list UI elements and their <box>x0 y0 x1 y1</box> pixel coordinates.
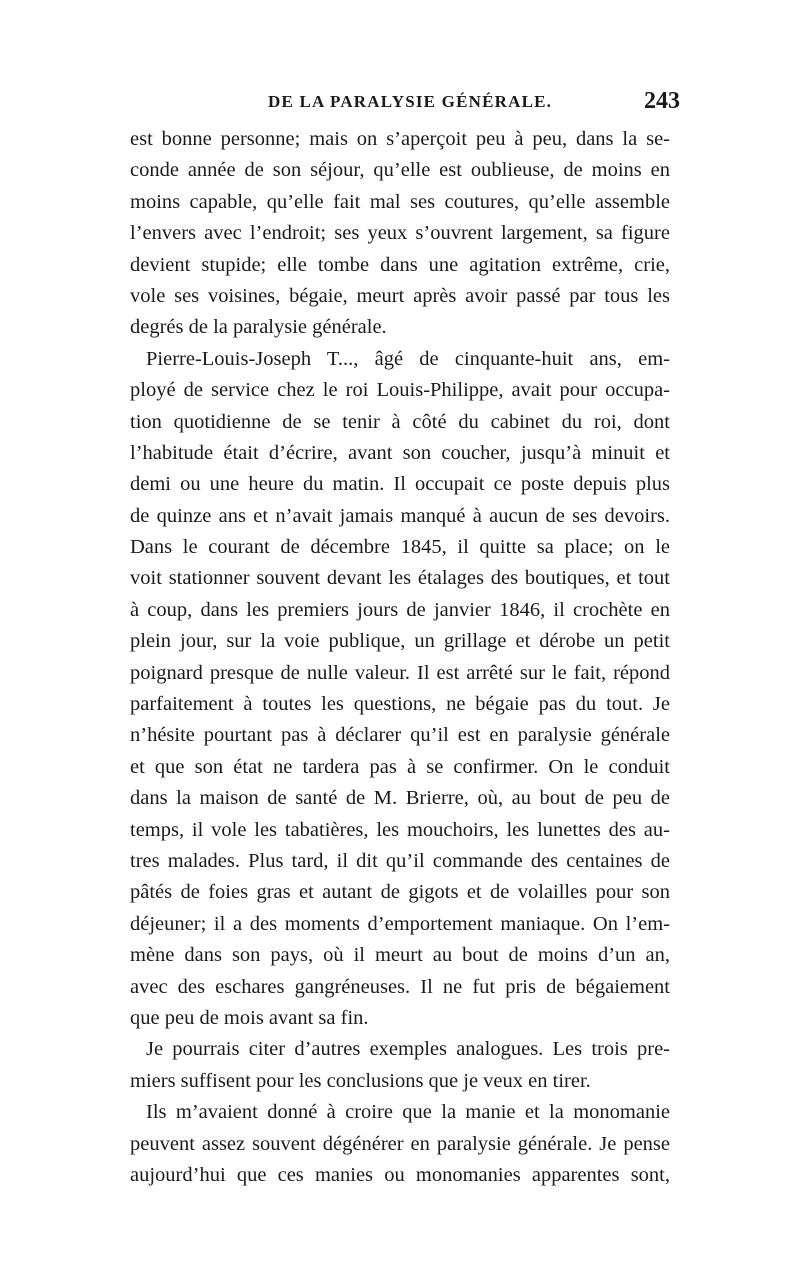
text-line: Ils m’avaient donné à croire que la manie et la monomanie <box>146 1101 670 1124</box>
text-line: Dans le courant de décembre 1845, il quitte sa place; on le <box>130 536 670 559</box>
text-line: poignard presque de nulle valeur. Il est arrêté sur le fait, répond <box>130 661 670 684</box>
text-line: l’envers avec l’endroit; ses yeux s’ouvrent largement, sa figure <box>130 222 670 245</box>
text-line: que peu de mois avant sa fin. <box>130 1006 369 1029</box>
text-line: aujourd’hui que ces manies ou monomanies apparentes sont, <box>130 1163 670 1186</box>
text-line: à coup, dans les premiers jours de janvier 1846, il crochète en <box>130 598 670 621</box>
text-line: de quinze ans et n’avait jamais manqué à aucun de ses devoirs. <box>130 504 670 527</box>
text-line: et que son état ne tardera pas à se confirmer. On le conduit <box>130 755 670 778</box>
text-line: parfaitement à toutes les questions, ne bégaie pas du tout. Je <box>130 693 670 716</box>
text-line: demi ou une heure du matin. Il occupait ce poste depuis plus <box>130 473 670 496</box>
text-line: l’habitude était d’écrire, avant son coucher, jusqu’à minuit et <box>130 441 670 464</box>
text-line: devient stupide; elle tombe dans une agitation extrême, crie, <box>130 253 670 276</box>
running-title: DE LA PARALYSIE GÉNÉRALE. <box>268 92 553 111</box>
text-line: est bonne personne; mais on s’aperçoit peu à peu, dans la se- <box>130 128 670 150</box>
text-line: déjeuner; il a des moments d’emportement maniaque. On l’em- <box>130 912 670 935</box>
text-line: dans la maison de santé de M. Brierre, où, au bout de peu de <box>130 787 670 810</box>
text-line: n’hésite pourtant pas à déclarer qu’il est en paralysie générale <box>130 724 670 747</box>
text-line: vole ses voisines, bégaie, meurt après avoir passé par tous les <box>130 284 670 307</box>
text-line: Pierre-Louis-Joseph T..., âgé de cinquante-huit ans, em- <box>146 347 670 370</box>
text-line: tres malades. Plus tard, il dit qu’il commande des centaines de <box>130 849 670 872</box>
text-line: conde année de son séjour, qu’elle est oublieuse, de moins en <box>130 159 670 182</box>
text-line: pâtés de foies gras et autant de gigots et de volailles pour son <box>130 881 670 904</box>
text-line: temps, il vole les tabatières, les mouchoirs, les lunettes des au- <box>130 818 670 841</box>
text-line: voit stationner souvent devant les étalages des boutiques, et tout <box>130 567 670 590</box>
text-line: Je pourrais citer d’autres exemples analogues. Les trois pre- <box>146 1038 670 1061</box>
text-line: tion quotidienne de se tenir à côté du cabinet du roi, dont <box>130 410 670 433</box>
text-line: avec des eschares gangréneuses. Il ne fut pris de bégaiement <box>130 975 670 998</box>
text-line: miers suffisent pour les conclusions que je veux en tirer. <box>130 1069 591 1092</box>
text-line: plein jour, sur la voie publique, un grillage et dérobe un petit <box>130 630 670 653</box>
page-number: 243 <box>644 88 680 114</box>
text-line: mène dans son pays, où il meurt au bout de moins d’un an, <box>130 944 670 967</box>
text-line: peuvent assez souvent dégénérer en paralysie générale. Je pense <box>130 1132 670 1155</box>
text-line: degrés de la paralysie générale. <box>130 316 387 339</box>
text-line: moins capable, qu’elle fait mal ses coutures, qu’elle assemble <box>130 190 670 213</box>
running-head <box>128 88 680 118</box>
text-line: ployé de service chez le roi Louis-Philippe, avait pour occupa- <box>130 379 670 402</box>
body-text <box>130 124 670 1191</box>
